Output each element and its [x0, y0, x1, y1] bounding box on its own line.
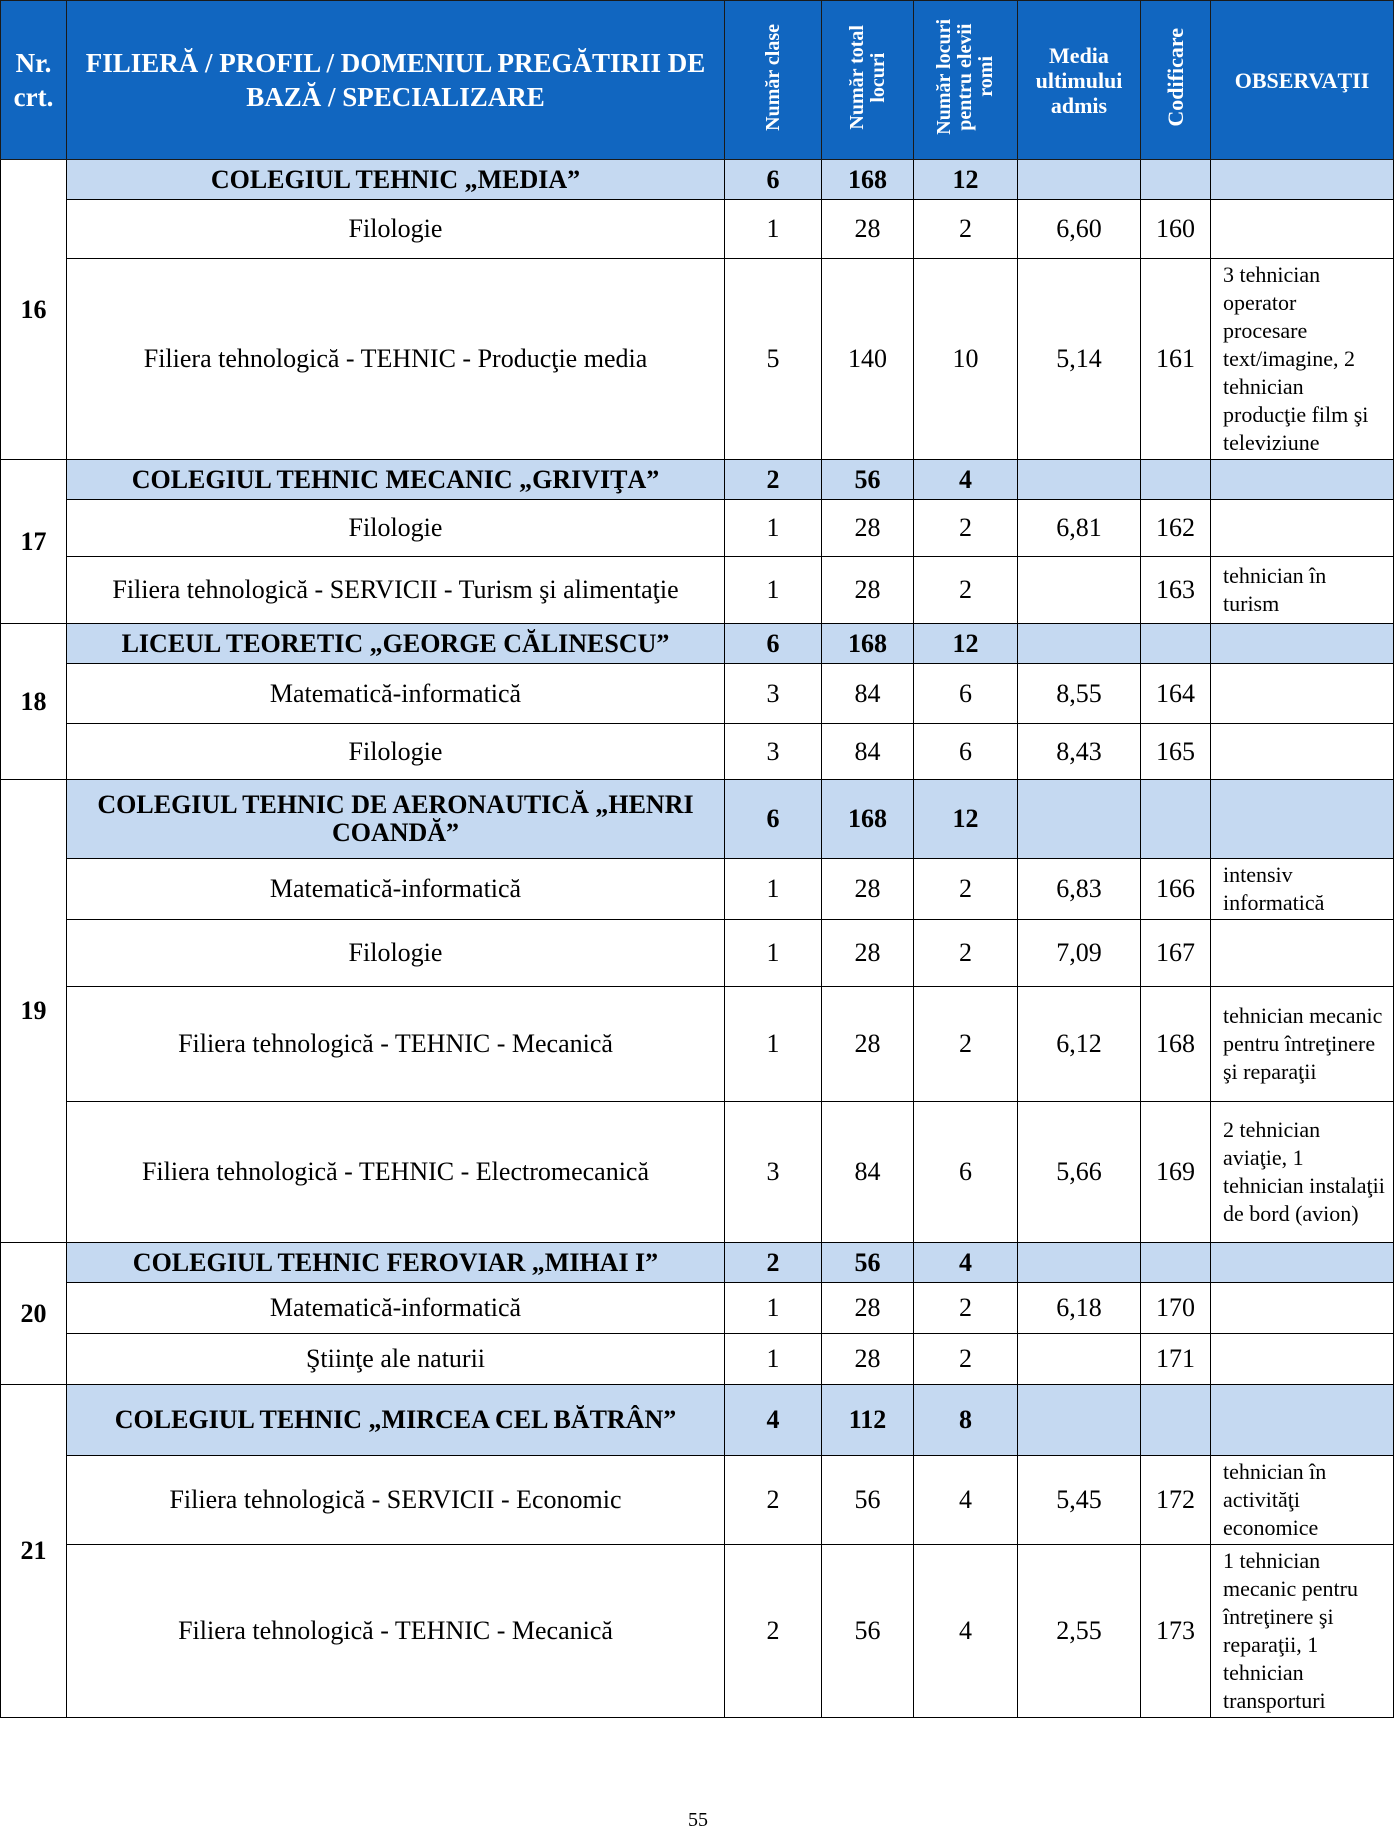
romi: 2 [914, 859, 1018, 920]
specializare: Filologie [67, 724, 725, 780]
codificare: 171 [1141, 1334, 1211, 1385]
school-name: COLEGIUL TEHNIC DE AERONAUTICĂ „HENRI COANDĂ” [67, 780, 725, 859]
clase: 3 [725, 664, 822, 724]
header-media: Media ultimului admis [1018, 1, 1141, 160]
specializare: Matematică-informatică [67, 1283, 725, 1334]
clase: 3 [725, 1102, 822, 1243]
school-row [1, 780, 1394, 859]
codificare: 165 [1141, 724, 1211, 780]
media: 8,55 [1018, 664, 1141, 724]
school-obs [1211, 624, 1394, 664]
school-locuri: 56 [822, 1243, 914, 1283]
school-row [1, 624, 1394, 664]
school-clase: 4 [725, 1385, 822, 1456]
school-obs [1211, 780, 1394, 859]
school-locuri: 168 [822, 160, 914, 200]
observatii [1211, 200, 1394, 259]
clase: 2 [725, 1545, 822, 1718]
specializare: Filiera tehnologică - SERVICII - Turism şi alimentaţie [67, 557, 725, 624]
codificare: 164 [1141, 664, 1211, 724]
codificare: 161 [1141, 259, 1211, 460]
table-row [1, 1102, 1394, 1243]
locuri: 28 [822, 920, 914, 987]
media [1018, 1334, 1141, 1385]
codificare: 168 [1141, 987, 1211, 1102]
media: 2,55 [1018, 1545, 1141, 1718]
observatii [1211, 1283, 1394, 1334]
media: 6,83 [1018, 859, 1141, 920]
romi: 2 [914, 557, 1018, 624]
locuri: 28 [822, 200, 914, 259]
media: 5,66 [1018, 1102, 1141, 1243]
header-locuri-romi [914, 1, 1018, 160]
header-numar-clase-label: Număr clase [761, 23, 784, 131]
school-romi: 12 [914, 624, 1018, 664]
school-locuri: 56 [822, 460, 914, 500]
page-number: 55 [688, 1809, 708, 1831]
clase: 3 [725, 724, 822, 780]
observatii: tehnician în activităţi economice [1211, 1456, 1394, 1545]
table-row [1, 1456, 1394, 1545]
clase: 1 [725, 1283, 822, 1334]
specializare: Filiera tehnologică - TEHNIC - Producţie media [67, 259, 725, 460]
table-row [1, 859, 1394, 920]
specializare: Filiera tehnologică - TEHNIC - Electromecanică [67, 1102, 725, 1243]
school-cod [1141, 780, 1211, 859]
table-row [1, 987, 1394, 1102]
school-romi: 12 [914, 780, 1018, 859]
media: 8,43 [1018, 724, 1141, 780]
table-row [1, 1334, 1394, 1385]
school-cod [1141, 160, 1211, 200]
codificare: 162 [1141, 500, 1211, 557]
school-romi: 4 [914, 1243, 1018, 1283]
codificare: 163 [1141, 557, 1211, 624]
school-media [1018, 780, 1141, 859]
school-media [1018, 1243, 1141, 1283]
locuri: 140 [822, 259, 914, 460]
specializare: Ştiinţe ale naturii [67, 1334, 725, 1385]
observatii [1211, 724, 1394, 780]
observatii [1211, 500, 1394, 557]
codificare: 170 [1141, 1283, 1211, 1334]
clase: 5 [725, 259, 822, 460]
romi: 6 [914, 1102, 1018, 1243]
nr-crt: 16 [1, 160, 67, 460]
table-row [1, 557, 1394, 624]
clase: 1 [725, 557, 822, 624]
specializare: Filiera tehnologică - TEHNIC - Mecanică [67, 987, 725, 1102]
codificare: 169 [1141, 1102, 1211, 1243]
locuri: 28 [822, 987, 914, 1102]
observatii [1211, 664, 1394, 724]
school-romi: 4 [914, 460, 1018, 500]
school-obs [1211, 1243, 1394, 1283]
observatii: tehnician în turism [1211, 557, 1394, 624]
header-codificare-label: Codificare [1163, 27, 1188, 127]
school-name: COLEGIUL TEHNIC FEROVIAR „MIHAI I” [67, 1243, 725, 1283]
school-row [1, 1385, 1394, 1456]
nr-crt: 21 [1, 1385, 67, 1718]
romi: 2 [914, 200, 1018, 259]
table-row [1, 920, 1394, 987]
observatii: tehnician mecanic pentru întreţinere şi reparaţii [1211, 987, 1394, 1102]
locuri: 28 [822, 500, 914, 557]
observatii [1211, 920, 1394, 987]
school-row [1, 460, 1394, 500]
clase: 1 [725, 500, 822, 557]
clase: 1 [725, 987, 822, 1102]
locuri: 28 [822, 557, 914, 624]
observatii: intensiv informatică [1211, 859, 1394, 920]
romi: 2 [914, 920, 1018, 987]
specializare: Matematică-informatică [67, 664, 725, 724]
observatii [1211, 1334, 1394, 1385]
table-row [1, 724, 1394, 780]
school-clase: 2 [725, 460, 822, 500]
school-clase: 6 [725, 780, 822, 859]
observatii: 2 tehnician aviaţie, 1 tehnician instalaţii de bord (avion) [1211, 1102, 1394, 1243]
locuri: 84 [822, 1102, 914, 1243]
codificare: 166 [1141, 859, 1211, 920]
school-media [1018, 1385, 1141, 1456]
table-row [1, 500, 1394, 557]
media [1018, 557, 1141, 624]
nr-crt: 20 [1, 1243, 67, 1385]
romi: 4 [914, 1545, 1018, 1718]
romi: 2 [914, 1283, 1018, 1334]
nr-crt: 18 [1, 624, 67, 780]
table-row [1, 259, 1394, 460]
nr-crt: 17 [1, 460, 67, 624]
school-cod [1141, 624, 1211, 664]
specializare: Filiera tehnologică - SERVICII - Economic [67, 1456, 725, 1545]
school-locuri: 112 [822, 1385, 914, 1456]
media: 7,09 [1018, 920, 1141, 987]
specializare: Filiera tehnologică - TEHNIC - Mecanică [67, 1545, 725, 1718]
school-cod [1141, 1385, 1211, 1456]
school-name: COLEGIUL TEHNIC „MEDIA” [67, 160, 725, 200]
school-romi: 12 [914, 160, 1018, 200]
romi: 6 [914, 724, 1018, 780]
romi: 10 [914, 259, 1018, 460]
header-numar-locuri [822, 1, 914, 160]
locuri: 28 [822, 1334, 914, 1385]
romi: 4 [914, 1456, 1018, 1545]
romi: 2 [914, 987, 1018, 1102]
table-row [1, 664, 1394, 724]
table-row [1, 1545, 1394, 1718]
codificare: 173 [1141, 1545, 1211, 1718]
locuri: 84 [822, 664, 914, 724]
romi: 6 [914, 664, 1018, 724]
media: 6,12 [1018, 987, 1141, 1102]
school-media [1018, 460, 1141, 500]
clase: 1 [725, 920, 822, 987]
locuri: 28 [822, 1283, 914, 1334]
school-media [1018, 160, 1141, 200]
school-clase: 6 [725, 624, 822, 664]
school-romi: 8 [914, 1385, 1018, 1456]
locuri: 56 [822, 1456, 914, 1545]
header-numar-locuri-label: Număr total locuri [845, 24, 889, 130]
nr-crt: 19 [1, 780, 67, 1243]
media: 5,14 [1018, 259, 1141, 460]
header-observatii: OBSERVAŢII [1211, 1, 1394, 160]
header-numar-clase [725, 1, 822, 160]
observatii: 3 tehnician operator procesare text/imagine, 2 tehnician producţie film şi televiziune [1211, 259, 1394, 460]
header-nr-crt: Nr. crt. [1, 1, 67, 160]
table-header [1, 1, 1394, 160]
table-body [1, 160, 1394, 1718]
school-clase: 6 [725, 160, 822, 200]
school-media [1018, 624, 1141, 664]
romi: 2 [914, 1334, 1018, 1385]
header-filiera: FILIERĂ / PROFIL / DOMENIUL PREGĂTIRII DE BAZĂ / SPECIALIZARE [67, 1, 725, 160]
specializare: Filologie [67, 920, 725, 987]
school-locuri: 168 [822, 780, 914, 859]
specializare: Filologie [67, 200, 725, 259]
observatii: 1 tehnician mecanic pentru întreţinere şi reparaţii, 1 tehnician transporturi [1211, 1545, 1394, 1718]
table-row [1, 200, 1394, 259]
clase: 1 [725, 859, 822, 920]
school-cod [1141, 1243, 1211, 1283]
codificare: 160 [1141, 200, 1211, 259]
media: 6,81 [1018, 500, 1141, 557]
school-name: LICEUL TEORETIC „GEORGE CĂLINESCU” [67, 624, 725, 664]
codificare: 172 [1141, 1456, 1211, 1545]
media: 6,18 [1018, 1283, 1141, 1334]
school-row [1, 1243, 1394, 1283]
school-obs [1211, 160, 1394, 200]
table-row [1, 1283, 1394, 1334]
school-obs [1211, 1385, 1394, 1456]
specializare: Matematică-informatică [67, 859, 725, 920]
header-locuri-romi-label: Număr locuri pentru elevii romi [933, 19, 997, 135]
header-codificare [1141, 1, 1211, 160]
school-name: COLEGIUL TEHNIC „MIRCEA CEL BĂTRÂN” [67, 1385, 725, 1456]
school-clase: 2 [725, 1243, 822, 1283]
locuri: 28 [822, 859, 914, 920]
school-row [1, 160, 1394, 200]
clase: 1 [725, 1334, 822, 1385]
school-obs [1211, 460, 1394, 500]
locuri: 56 [822, 1545, 914, 1718]
media: 5,45 [1018, 1456, 1141, 1545]
clase: 2 [725, 1456, 822, 1545]
romi: 2 [914, 500, 1018, 557]
school-name: COLEGIUL TEHNIC MECANIC „GRIVIŢA” [67, 460, 725, 500]
media: 6,60 [1018, 200, 1141, 259]
codificare: 167 [1141, 920, 1211, 987]
school-cod [1141, 460, 1211, 500]
school-locuri: 168 [822, 624, 914, 664]
clase: 1 [725, 200, 822, 259]
specializare: Filologie [67, 500, 725, 557]
locuri: 84 [822, 724, 914, 780]
